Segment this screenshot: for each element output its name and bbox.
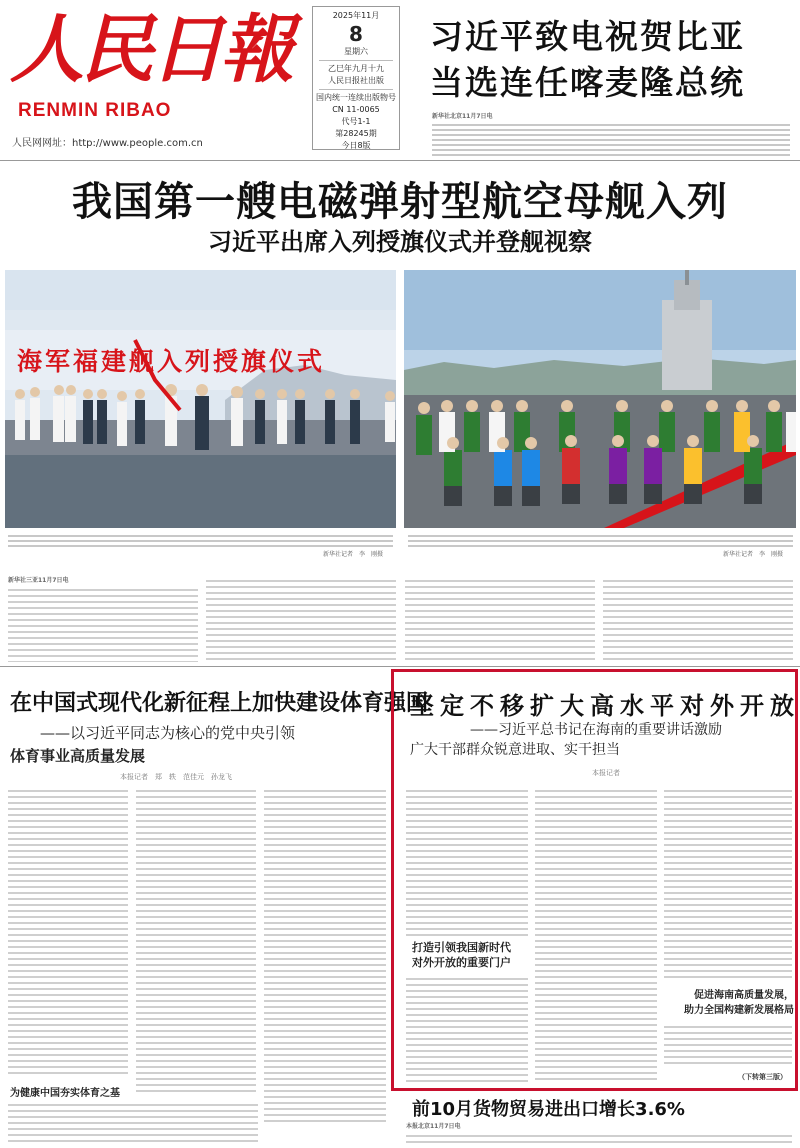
sports-col3 (264, 786, 386, 1126)
section-divider (0, 666, 800, 667)
date-year-month: 2025年11月 (332, 11, 380, 20)
main-subheadline[interactable]: 习近平出席入列授旗仪式并登舰视察 (208, 228, 592, 256)
page-count: 今日8版 (341, 141, 371, 150)
caption-left-lines (8, 532, 393, 550)
top-headline[interactable] (430, 14, 790, 106)
sports-subheadline-1: ——以习近平同志为核心的党中央引领 (40, 724, 296, 742)
sports-side-headline[interactable]: 为健康中国夯实体育之基 (10, 1088, 120, 1099)
sports-col2 (136, 786, 256, 1096)
hainan-subhead-line1: 打造引领我国新时代 (412, 941, 511, 954)
date-box (312, 6, 400, 150)
trade-body (406, 1122, 792, 1146)
issue-number: 第28245期 (335, 129, 377, 138)
main-story-col1 (8, 576, 198, 662)
hainan-subheadline-2: 广大干部群众锐意进取、实干担当 (410, 742, 620, 758)
main-headline[interactable]: 我国第一艘电磁弹射型航空母舰入列 (72, 179, 728, 225)
hainan-subheadline-1: ——习近平总书记在海南的重要讲话激励 (470, 722, 722, 738)
date-day: 8 (349, 22, 363, 46)
carrier-deck-graphic (404, 270, 796, 528)
photo-caption-right (408, 532, 793, 572)
sports-col1 (8, 786, 128, 1078)
logo-chinese: 人民日報 (10, 7, 290, 93)
hainan-subhead-line3: 促进海南高质量发展， (694, 990, 794, 1001)
top-headline-line2: 当选连任喀麦隆总统 (430, 63, 745, 102)
issn-label: 国内统一连续出版物号 (316, 93, 396, 102)
hainan-box-subhead-2 (664, 988, 794, 1018)
ceremony-photo-graphic (5, 270, 396, 528)
sports-side-body (8, 1100, 258, 1144)
hainan-headline[interactable]: 坚定不移扩大高水平对外开放 (410, 692, 800, 720)
sports-headline[interactable]: 在中国式现代化新征程上加快建设体育强国 (10, 691, 429, 716)
sports-subheadline-2: 体育事业高质量发展 (10, 747, 146, 765)
main-story-col2 (206, 576, 396, 662)
newspaper-logo (10, 4, 290, 129)
hainan-subhead-line2: 对外开放的重要门户 (412, 956, 511, 969)
hainan-subhead-line4: 助力全国构建新发展格局 (684, 1005, 794, 1016)
hainan-col2 (535, 786, 657, 1082)
cn-number: CN 11-0065 (332, 105, 380, 114)
date-lunar: 乙巳年九月十九 (328, 64, 384, 73)
photo-caption-left (8, 532, 393, 572)
sports-byline: 本报记者 郑 轶 范佳元 孙龙飞 (120, 773, 232, 781)
photo-credit-right: 新华社记者 李 刚摄 (722, 551, 783, 558)
hainan-box-subhead-1 (412, 940, 528, 970)
hainan-col1-top (406, 786, 528, 936)
carrier-deck-photo[interactable] (404, 270, 796, 528)
main-story-col3 (405, 576, 595, 662)
top-story-dateline: 新华社北京11月7日电 (432, 113, 493, 120)
hainan-col3-bottom (664, 1022, 792, 1068)
main-col1-lines (8, 585, 198, 662)
hainan-byline: 本报记者 (592, 769, 620, 777)
trade-headline[interactable]: 前10月货物贸易进出口增长3.6% (412, 1099, 685, 1120)
ceremony-photo[interactable] (5, 270, 396, 528)
logo-english: RENMIN RIBAO (18, 100, 172, 121)
ceremony-banner-text: 海军福建舰入列授旗仪式 (17, 347, 326, 376)
hainan-col3-top (664, 786, 792, 982)
main-story-dateline: 新华社三亚11月7日电 (8, 577, 69, 584)
top-headline-line1: 习近平致电祝贺比亚 (430, 17, 745, 56)
masthead-divider (0, 160, 800, 161)
postal-code: 代号1-1 (341, 117, 371, 126)
hainan-subheadline (410, 720, 790, 760)
date-weekday: 星期六 (344, 47, 368, 56)
top-story-text-lines (432, 121, 790, 156)
publisher: 人民日报社出版 (328, 76, 384, 85)
caption-right-lines (408, 532, 793, 550)
photo-credit-left: 新华社记者 李 刚摄 (322, 551, 383, 558)
trade-body-lines (406, 1131, 792, 1146)
hainan-continued[interactable]: （下转第三版） (738, 1073, 787, 1081)
website-url: 人民网网址：http://www.people.com.cn (12, 138, 203, 149)
trade-dateline: 本报北京11月7日电 (406, 1123, 461, 1130)
hainan-col1-bottom (406, 974, 528, 1082)
main-story-col4 (603, 576, 793, 662)
top-story-body (432, 112, 790, 156)
